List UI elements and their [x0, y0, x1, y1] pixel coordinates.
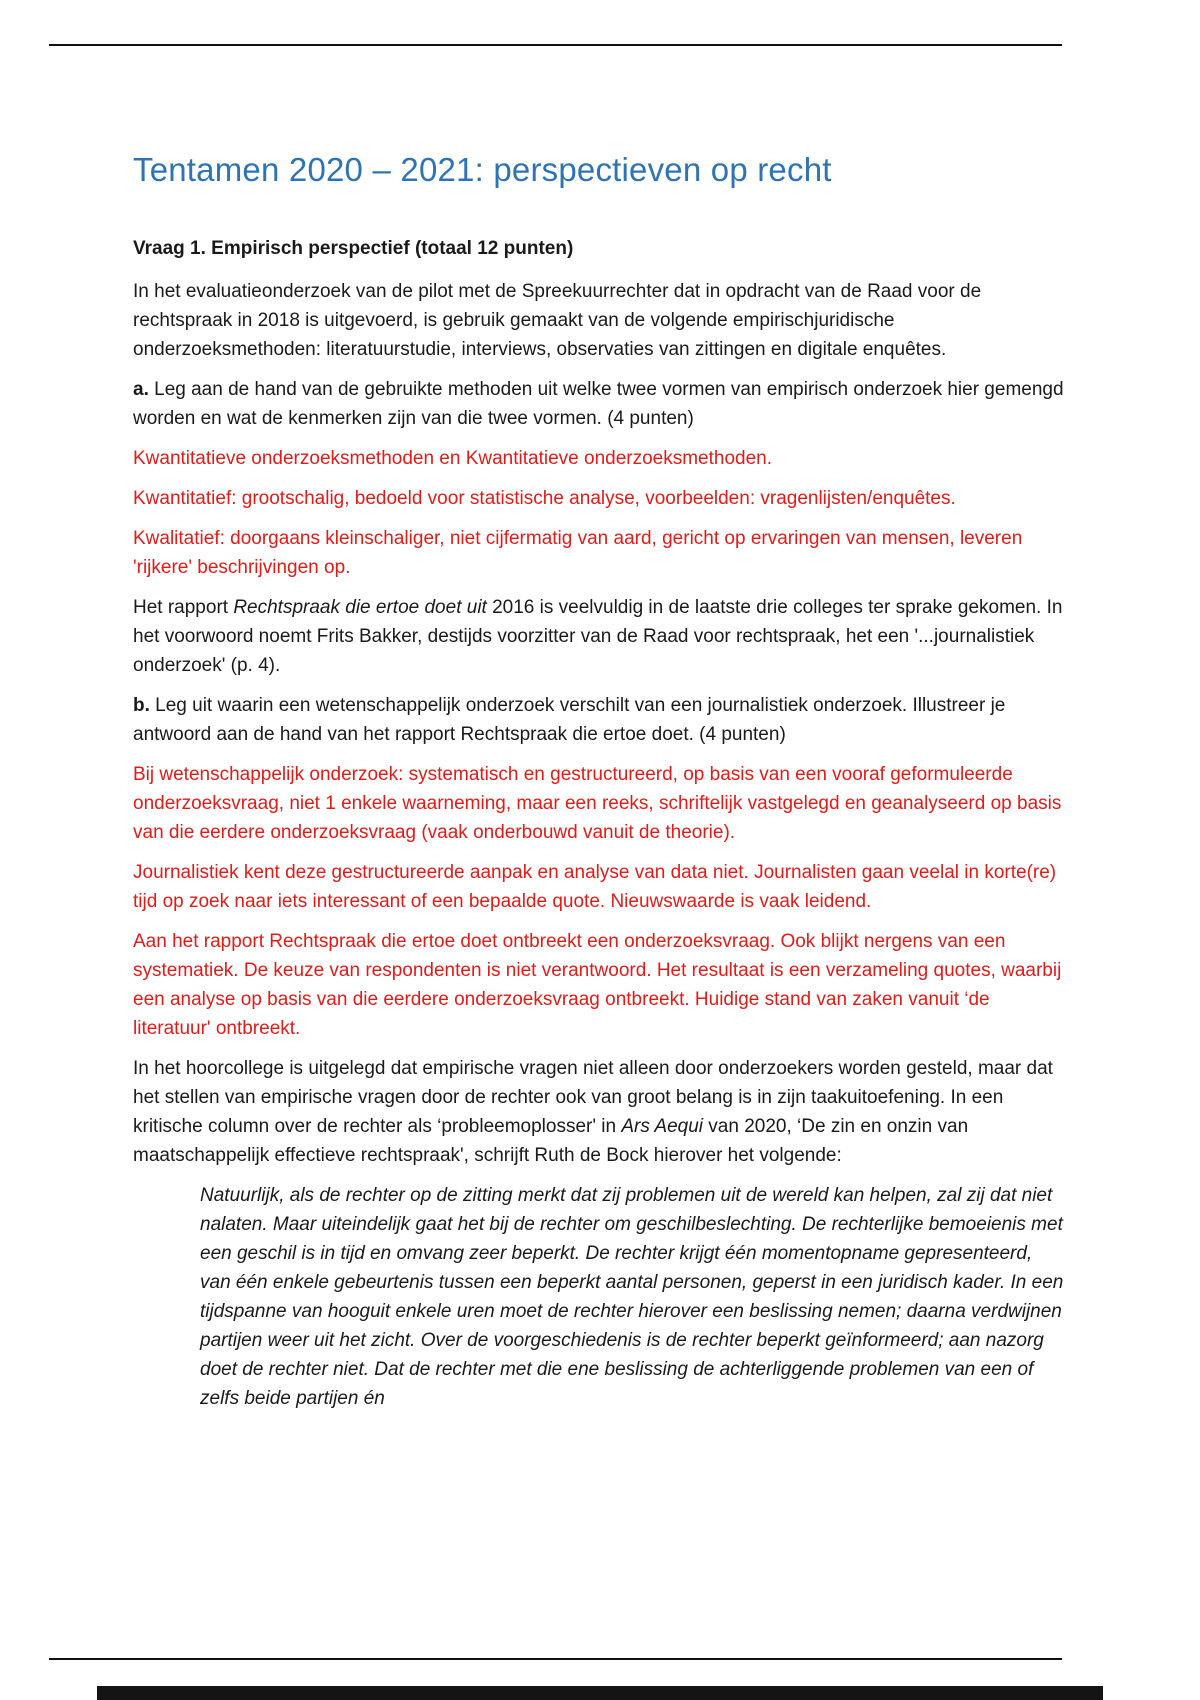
answer-b-paragraph-2: Journalistiek kent deze gestructureerde aanpak en analyse van data niet. Journalisten gaan veelal in korte(re) tijd op zoek naar iets interessant of een bepaalde quote. Nieuwswaarde is vaak leidend.: [133, 862, 1057, 912]
rapport-paragraph: [133, 593, 1067, 680]
intro-paragraph: In het evaluatieonderzoek van de pilot met de Spreekuurrechter dat in opdracht van de Raad voor de rechtspraak in 2018 is uitgevoerd, is gebruik gemaakt van de volgende empirischjuridische onderzoeksmethoden: literatuurstudie, interviews, observaties van zittingen en digitale enquêtes.: [133, 281, 982, 360]
question-b-label: b.: [133, 695, 150, 716]
quote-block: Natuurlijk, als de rechter op de zitting merkt dat zij problemen uit de wereld kan helpen, zal zij dat niet nalaten. Maar uiteindelijk gaat het bij de rechter om geschilbeslechting. De rechterlijke bemoeienis met een geschil is in tijd en omvang zeer beperkt. De rechter krijgt één momentopname gepresenteerd, van één enkele gebeurtenis tussen een beperkt aantal personen, geperst in een juridisch kader. In een tijdspanne van hooguit enkele uren moet de rechter hierover een beslissing nemen; daarna verdwijnen partijen weer uit het zicht. Over de voorgeschiedenis is de rechter beperkt geïnformeerd; aan nazorg doet de rechter niet. Dat de rechter met die ene beslissing de achterliggende problemen van een of zelfs beide partijen én: [200, 1185, 1064, 1409]
document-content: [133, 150, 1067, 1424]
question-a-text: Leg aan de hand van de gebruikte methoden uit welke twee vormen van empirisch onderzoek hier gemengd worden en wat de kenmerken zijn van die twee vormen. (4 punten): [133, 379, 1064, 429]
question-b-text: Leg uit waarin een wetenschappelijk onderzoek verschilt van een journalistiek onderzoek. Illustreer je antwoord aan de hand van het rapport Rechtspraak die ertoe doet. (4 punten): [133, 695, 1006, 745]
page-bottom-rule: [49, 1658, 1062, 1660]
hoorcollege-text-after: van 2020, ‘De zin en onzin van maatschappelijk effectieve rechtspraak', schrijft Ruth de Bock hierover het volgende:: [133, 1116, 969, 1166]
ars-aequi-italic: Ars Aequi: [621, 1116, 704, 1137]
question-1-heading: Vraag 1. Empirisch perspectief (totaal 12 punten): [133, 238, 574, 259]
page-title: Tentamen 2020 – 2021: perspectieven op recht: [133, 151, 832, 188]
question-b-paragraph: [133, 691, 1067, 749]
hoorcollege-text-before: In het hoorcollege is uitgelegd dat empirische vragen niet alleen door onderzoekers worden gesteld, maar dat het stellen van empirische vragen door de rechter ook van groot belang is in zijn taakuitoefening. In een kritische column over de rechter als ‘probleemoplosser' in: [133, 1058, 1053, 1137]
rapport-text-before: Het rapport: [133, 597, 234, 618]
page-bottom-bar: [97, 1686, 1103, 1700]
hoorcollege-paragraph: [133, 1054, 1067, 1170]
answer-b-paragraph-1: Bij wetenschappelijk onderzoek: systematisch en gestructureerd, op basis van een vooraf geformuleerde onderzoeksvraag, niet 1 enkele waarneming, maar een reeks, schriftelijk vastgelegd en geanalyseerd op basis van die eerdere onderzoeksvraag (vaak onderbouwd vanuit de theorie).: [133, 764, 1062, 843]
page-top-rule: [49, 44, 1062, 46]
question-a-label: a.: [133, 379, 149, 400]
answer-a-paragraph-3: Kwalitatief: doorgaans kleinschaliger, niet cijfermatig van aard, gericht op ervaringen van mensen, leveren 'rijkere' beschrijvingen op.: [133, 528, 1023, 578]
answer-a-paragraph-1: Kwantitatieve onderzoeksmethoden en Kwantitatieve onderzoeksmethoden.: [133, 448, 773, 469]
rapport-text-after: 2016 is veelvuldig in de laatste drie colleges ter sprake gekomen. In het voorwoord noemt Frits Bakker, destijds voorzitter van de Raad voor rechtspraak, het een '...journalistiek onderzoek' (p. 4).: [133, 597, 1063, 676]
answer-b-paragraph-3: Aan het rapport Rechtspraak die ertoe doet ontbreekt een onderzoeksvraag. Ook blijkt nergens van een systematiek. De keuze van respondenten is niet verantwoord. Het resultaat is een verzameling quotes, waarbij een analyse op basis van die eerdere onderzoeksvraag ontbreekt. Huidige stand van zaken vanuit ‘de literatuur' ontbreekt.: [133, 931, 1062, 1039]
question-a-paragraph: [133, 375, 1067, 433]
answer-a-paragraph-2: Kwantitatief: grootschalig, bedoeld voor statistische analyse, voorbeelden: vragenlijsten/enquêtes.: [133, 488, 956, 509]
rapport-title-italic: Rechtspraak die ertoe doet uit: [233, 597, 487, 618]
